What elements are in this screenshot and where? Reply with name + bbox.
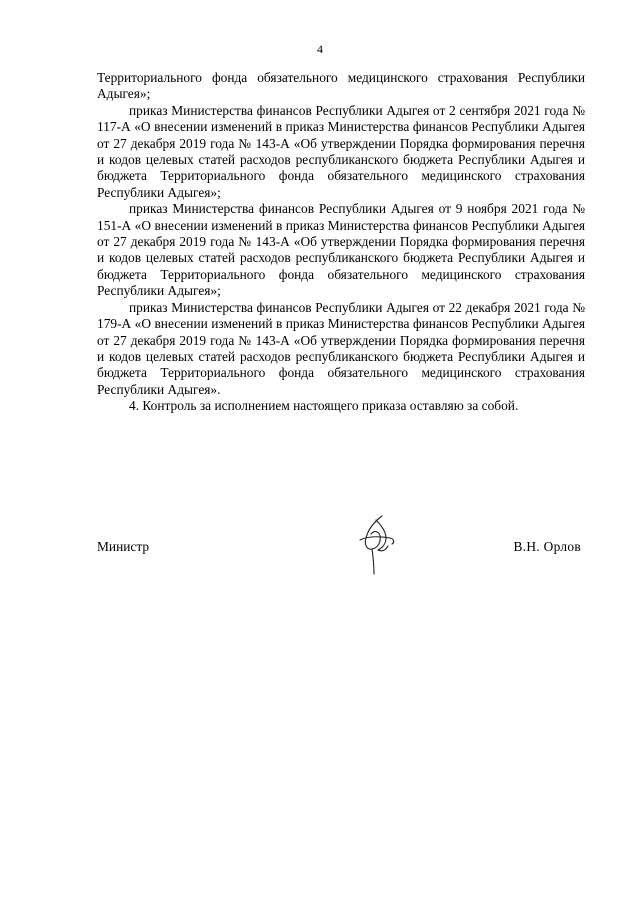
signature-block: [97, 528, 585, 588]
handwritten-signature-icon: [352, 512, 402, 582]
paragraph-order-117a: приказ Министерства финансов Республики Адыгея от 2 сентября 2021 года № 117-А «О внесении изменений в приказ Министерства финансов Республики Адыгея от 27 декабря 2019 года № 143-А «Об утверждении Порядка формирования перечня и кодов целевых статей расходов республиканского бюджета Республики Адыгея и бюджета Территориального фонда обязательного медицинского страхования Республики Адыгея»;: [97, 102, 585, 200]
paragraph-item-4-control: 4. Контроль за исполнением настоящего приказа оставляю за собой.: [129, 398, 519, 414]
paragraph-order-151a: приказ Министерства финансов Республики Адыгея от 9 ноября 2021 года № 151-А «О внесении изменений в приказ Министерства финансов Республики Адыгея от 27 декабря 2019 года № 143-А «Об утверждении Порядка формирования перечня и кодов целевых статей расходов республиканского бюджета Республики Адыгея и бюджета Территориального фонда обязательного медицинского страхования Республики Адыгея»;: [97, 201, 585, 299]
document-body: [97, 70, 585, 415]
signatory-name: В.Н. Орлов: [513, 539, 581, 554]
paragraph-continuation: Территориального фонда обязательного медицинского страхования Республики Адыгея»;: [97, 70, 585, 102]
page-number: 4: [317, 42, 323, 56]
paragraph-order-179a: приказ Министерства финансов Республики Адыгея от 22 декабря 2021 года № 179-А «О внесении изменений в приказ Министерства финансов Республики Адыгея от 27 декабря 2019 года № 143-А «Об утверждении Порядка формирования перечня и кодов целевых статей расходов республиканского бюджета Республики Адыгея и бюджета Территориального фонда обязательного медицинского страхования Республики Адыгея».: [97, 299, 585, 397]
signatory-title: Министр: [97, 539, 150, 554]
